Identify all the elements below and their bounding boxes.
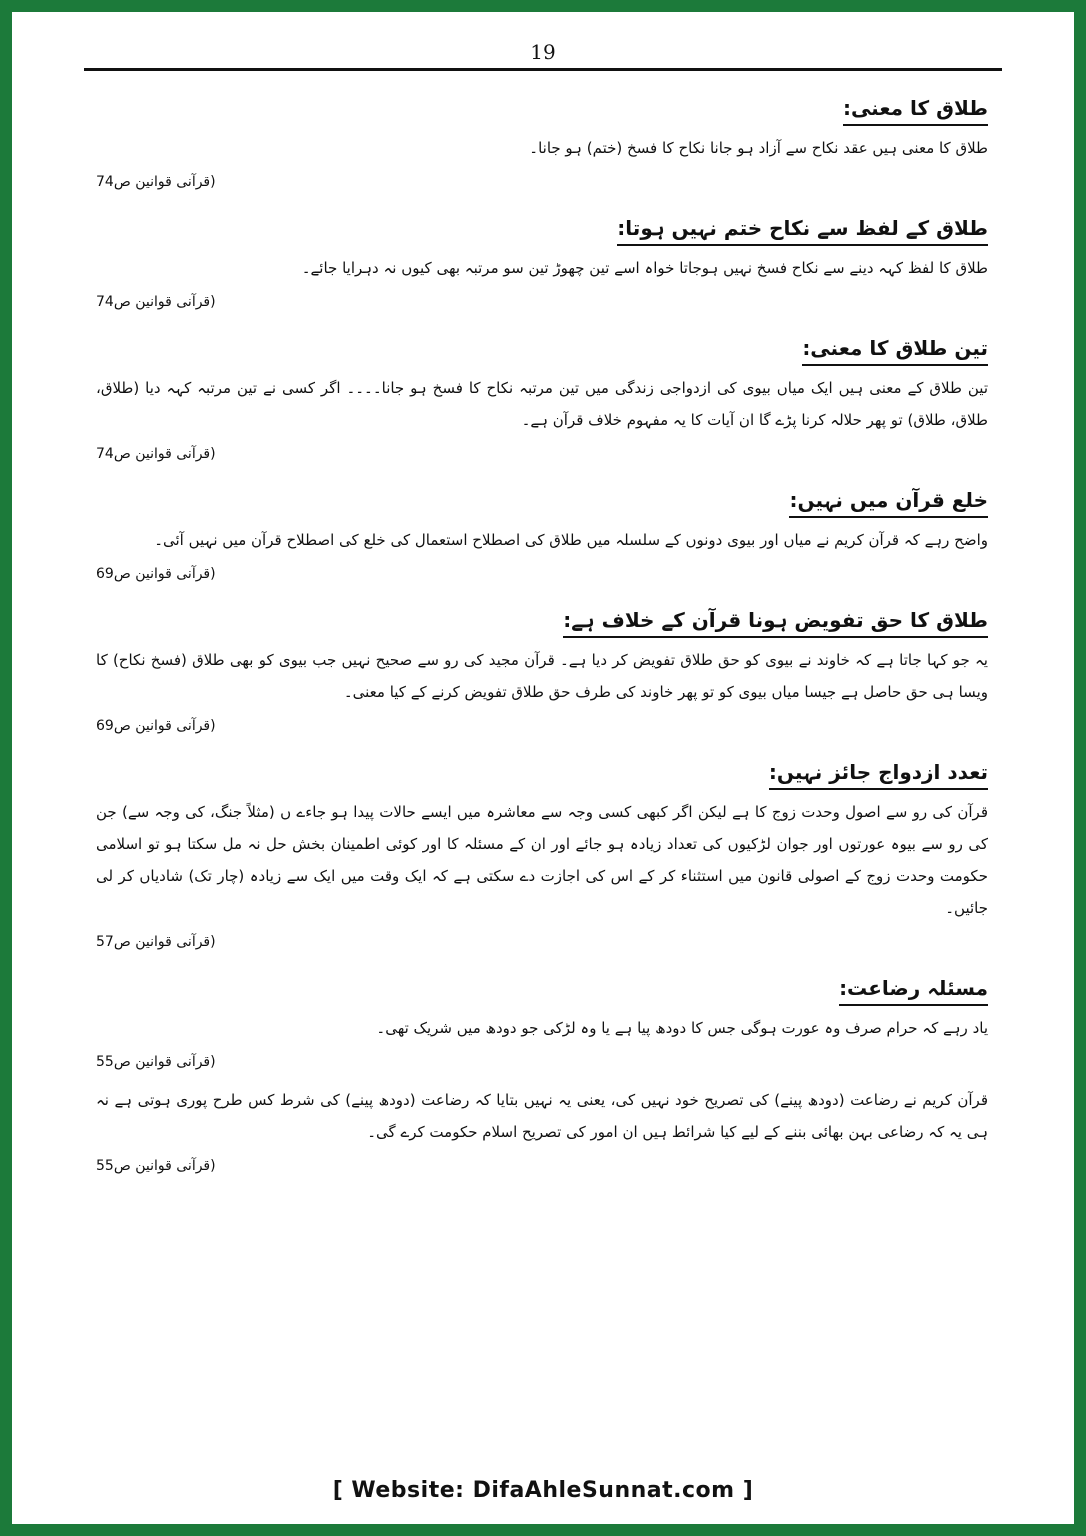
reference-citation: (قرآنی قوانین ص69 [96,566,216,582]
document-body [96,84,988,1464]
page-number: 19 [530,40,556,64]
reference-citation: (قرآنی قوانین ص74 [96,174,216,190]
header-rule [84,68,1002,71]
section-polygamy [96,748,988,950]
section-heading: تعدد ازدواج جائز نہیں: [769,754,988,790]
section-paragraph: طلاق کا معنی ہیں عقد نکاح سے آزاد ہو جانا نکاح کا فسخ (ختم) ہو جانا۔ [529,139,988,157]
section-paragraph: طلاق کا لفظ کہہ دینے سے نکاح فسخ نہیں ہوجاتا خواہ اسے تین چھوڑ تین سو مرتبہ بھی کیوں نہ دہرایا جائے۔ [301,259,988,277]
reference-citation: (قرآنی قوانین ص55 [96,1158,216,1174]
section-khula [96,476,988,582]
section-paragraph: یاد رہے کہ حرام صرف وہ عورت ہوگی جس کا دودھ پیا ہے یا وہ لڑکی جو دودھ میں شریک تھی۔ [376,1019,988,1037]
reference-citation: (قرآنی قوانین ص74 [96,294,216,310]
section-heading: طلاق کا معنی: [843,90,988,126]
section-paragraph: قرآن کریم نے رضاعت (دودھ پینے) کی تصریح خود نہیں کی، یعنی یہ نہیں بتایا کہ رضاعت (دودھ پینے) کی شرط کس طرح پوری ہوتی ہے نہ ہی یہ کہ رضاعی بہن بھائی بننے کے لیے کیا شرائط ہیں ان امور کی تصریح اسلام حکومت کرے گی۔ [96,1091,988,1141]
section-heading: طلاق کے لفظ سے نکاح ختم نہیں ہوتا: [617,210,988,246]
section-paragraph: قرآن کی رو سے اصول وحدت زوج کا ہے لیکن اگر کبھی کسی وجہ سے معاشرہ میں ایسے حالات پیدا ہو جاءے ں (مثلاً جنگ، کی وجہ سے) جن کی رو سے بیوہ عورتوں اور جوان لڑکیوں کی تعداد زیادہ ہو جائے اور ان کے مسئلہ کا اور کوئی اطمینان بخش حل نہ مل سکتا ہو تو اسلامی حکومت وحدت زوج کے اصولی قانون میں استثناء کر کے اس کی اجازت دے سکتی ہے کہ ایک وقت میں ایک سے زیادہ (چار تک) شادیاں کر لی جائیں۔ [96,803,988,917]
section-paragraph: تین طلاق کے معنی ہیں ایک میاں بیوی کی ازدواجی زندگی میں تین مرتبہ نکاح کا فسخ ہو جانا۔۔۔۔ اگر کسی نے تین مرتبہ کہہ دیا (طلاق، طلاق، طلاق) تو پھر حلالہ کرنا پڑے گا ان آیات کا یہ مفہوم خلاف قرآن ہے۔ [96,379,988,429]
section-heading: مسئلہ رضاعت: [839,970,988,1006]
section-radaat-continued [96,1084,988,1174]
reference-citation: (قرآنی قوانین ص74 [96,446,216,462]
section-heading: تین طلاق کا معنی: [802,330,988,366]
section-heading: خلع قرآن میں نہیں: [789,482,988,518]
section-heading: طلاق کا حق تفویض ہونا قرآن کے خلاف ہے: [563,602,988,638]
section-paragraph: واضح رہے کہ قرآن کریم نے میاں اور بیوی دونوں کے سلسلہ میں طلاق کی اصطلاح استعمال کی خلع کی اصطلاح قرآن میں نہیں آئی۔ [154,531,988,549]
reference-citation: (قرآنی قوانین ص69 [96,718,216,734]
section-three-talaq [96,324,988,462]
website-footer: [ Website: DifaAhleSunnat.com ] [332,1478,754,1503]
reference-citation: (قرآنی قوانین ص57 [96,934,216,950]
section-paragraph: یہ جو کہا جاتا ہے کہ خاوند نے بیوی کو حق طلاق تفویض کر دیا ہے۔ قرآن مجید کی رو سے صحیح نہیں جب بیوی کو بھی طلاق (فسخ نکاح) کا ویسا ہی حق حاصل ہے جیسا میاں بیوی کو تو پھر خاوند کی طرف حق طلاق تفویض کرنے کے کیا معنی۔ [96,651,988,701]
reference-citation: (قرآنی قوانین ص55 [96,1054,216,1070]
section-talaq-meaning [96,84,988,190]
section-radaat [96,964,988,1070]
section-word-talaq [96,204,988,310]
section-tafweez [96,596,988,734]
